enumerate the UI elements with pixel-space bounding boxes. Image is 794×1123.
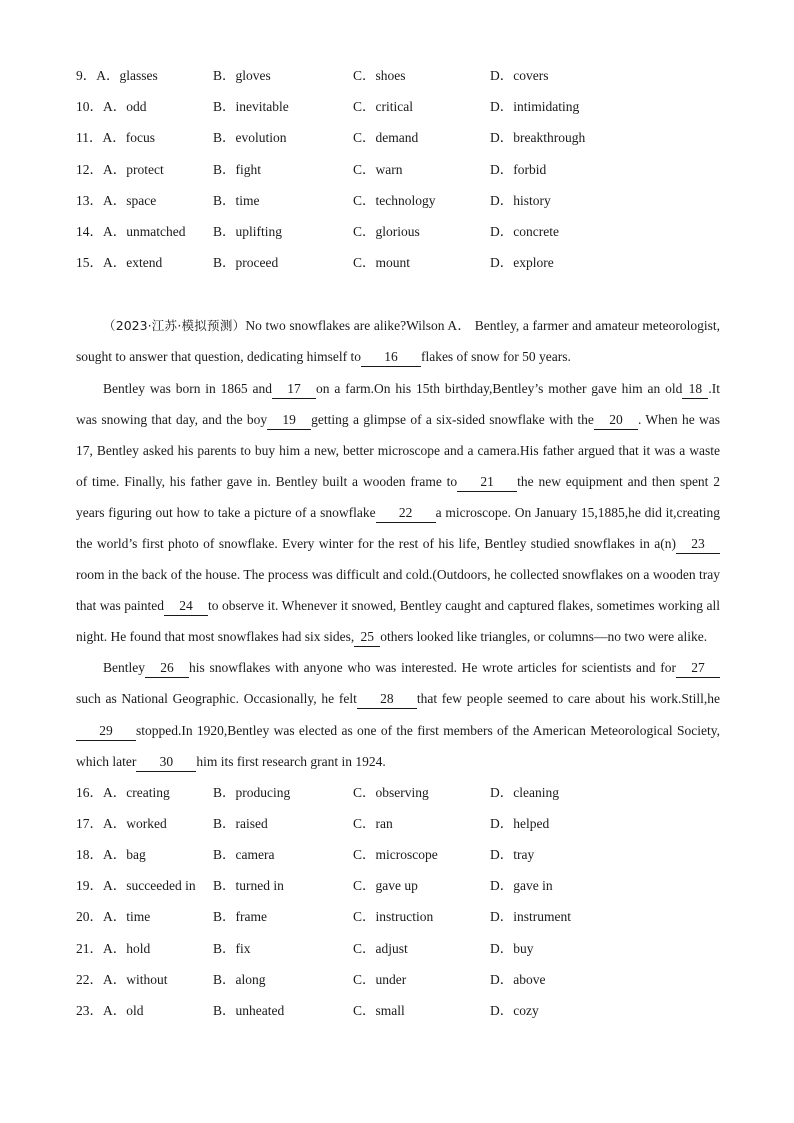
option-d: D．tray xyxy=(490,847,535,863)
option-d: D．breakthrough xyxy=(490,130,586,146)
blank-29: 29 xyxy=(76,722,136,741)
option-d: D．cozy xyxy=(490,1003,539,1019)
option-a: 10．A．odd xyxy=(76,99,147,115)
option-b: B．inevitable xyxy=(213,99,289,115)
paragraph-2: Bentley was born in 1865 and 17 on a farm.On his 15th birthday,Bentley’s mother gave him an old 18 .It was snowing that day, and the boy 19 getting a glimpse of a six-sided snowflake with the 20 . When he was 17, Bentley asked his parents to buy him a new, better microscope and a camera.His father argued that it was a waste of time. Finally, his father gave in. Bentley built a wooden frame to 21 the new equipment and then spent 2 years figuring out how to take a picture of a snowflake 22 a microscope. On January 15,1885,he did it,creating the world’s first photo of snowflake. Every winter for the rest of his life, Bentley studied snowflakes in a(n) 23room in the back of the house. The process was difficult and cold.(Outdoors, he collected snowflakes on a wooden tray that was painted 24 to observe it. Whenever it snowed, Bentley caught and captured flakes, sometimes working all night. He found that most snowflakes had six sides, 25 others looked like triangles, or columns—no two were alike. xyxy=(76,373,720,653)
option-c: C．demand xyxy=(353,130,419,146)
option-b: B．unheated xyxy=(213,1003,285,1019)
question-row-19 xyxy=(76,870,720,901)
option-d: D．cleaning xyxy=(490,784,559,800)
option-b: B．producing xyxy=(213,784,291,800)
option-d: D．intimidating xyxy=(490,99,580,115)
option-c: C．technology xyxy=(353,192,436,208)
question-row-12 xyxy=(76,154,720,185)
option-c: C．warn xyxy=(353,161,403,177)
option-a: 22．A．without xyxy=(76,971,168,987)
option-d: D．explore xyxy=(490,255,554,271)
question-row-17 xyxy=(76,808,720,839)
option-c: C．ran xyxy=(353,815,393,831)
options-list-bottom xyxy=(76,777,720,1027)
option-a: 16．A．creating xyxy=(76,784,170,800)
blank-26: 26 xyxy=(145,659,189,678)
option-d: D．forbid xyxy=(490,161,547,177)
option-a: 12．A．protect xyxy=(76,161,164,177)
blank-22: 22 xyxy=(376,504,436,523)
question-row-9 xyxy=(76,60,720,91)
question-row-11 xyxy=(76,122,720,153)
option-d: D．history xyxy=(490,192,551,208)
option-c: C．shoes xyxy=(353,68,406,83)
option-b: B．turned in xyxy=(213,878,284,894)
option-b: B．camera xyxy=(213,847,275,863)
option-a: 23．A．old xyxy=(76,1003,144,1019)
cloze-passage xyxy=(76,310,720,776)
option-c: C．observing xyxy=(353,784,429,800)
option-c: C．critical xyxy=(353,99,413,115)
option-b: B．frame xyxy=(213,909,267,925)
option-c: C．small xyxy=(353,1003,405,1019)
question-row-16 xyxy=(76,777,720,808)
blank-18: 18 xyxy=(682,380,708,399)
question-row-15 xyxy=(76,247,720,278)
options-list-top xyxy=(76,60,720,278)
option-b: B．time xyxy=(213,192,260,208)
paragraph-3: Bentley 26 his snowflakes with anyone who was interested. He wrote articles for scientists and for 27such as National Geographic. Occasionally, he felt 28 that few people seemed to care about his work.Still,he29 stopped.In 1920,Bentley was elected as one of the first members of the American Meteorological Society, which later 30 him its first research grant in 1924. xyxy=(76,652,720,776)
option-a: 14．A．unmatched xyxy=(76,223,186,239)
option-b: B．proceed xyxy=(213,255,279,271)
option-a: 13．A．space xyxy=(76,192,157,208)
question-row-13 xyxy=(76,185,720,216)
blank-17: 17 xyxy=(272,380,316,399)
option-c: C．adjust xyxy=(353,940,408,956)
option-d: D．above xyxy=(490,971,546,987)
option-a: 20．A．time xyxy=(76,909,151,925)
option-b: B．along xyxy=(213,971,266,987)
option-b: B．fight xyxy=(213,161,262,177)
option-b: B．raised xyxy=(213,815,268,831)
paragraph-1: （2023·江苏·模拟预测）No two snowflakes are alike?Wilson A． Bentley, a farmer and amateur meteorologist, sought to answer that question, dedicating himself to 16 flakes of snow for 50 years. xyxy=(76,310,720,372)
question-row-14 xyxy=(76,216,720,247)
option-c: C．gave up xyxy=(353,878,418,894)
question-row-20 xyxy=(76,901,720,932)
question-row-21 xyxy=(76,933,720,964)
blank-16: 16 xyxy=(361,348,421,367)
option-b: B．gloves xyxy=(213,68,271,83)
question-row-10 xyxy=(76,91,720,122)
option-b: B．uplifting xyxy=(213,223,283,239)
option-d: D．concrete xyxy=(490,223,559,239)
blank-24: 24 xyxy=(164,597,208,616)
question-row-18 xyxy=(76,839,720,870)
option-d: D．instrument xyxy=(490,909,571,925)
option-d: D．covers xyxy=(490,68,549,83)
option-a: 17．A．worked xyxy=(76,815,167,831)
blank-28: 28 xyxy=(357,690,417,709)
option-c: C．under xyxy=(353,971,407,987)
question-row-22 xyxy=(76,964,720,995)
blank-20: 20 xyxy=(594,411,638,430)
option-b: B．fix xyxy=(213,940,251,956)
option-c: C．instruction xyxy=(353,909,434,925)
blank-25: 25 xyxy=(354,628,380,647)
option-c: C．glorious xyxy=(353,223,420,239)
option-d: D．gave in xyxy=(490,878,553,894)
blank-27: 27 xyxy=(676,659,720,678)
option-a: 21．A．hold xyxy=(76,940,151,956)
blank-23: 23 xyxy=(676,535,720,554)
option-d: D．helped xyxy=(490,815,550,831)
option-a: 11．A．focus xyxy=(76,130,155,146)
option-a: 19．A．succeeded in xyxy=(76,878,196,894)
question-row-23 xyxy=(76,995,720,1026)
option-d: D．buy xyxy=(490,940,534,956)
blank-21: 21 xyxy=(457,473,517,492)
document-page xyxy=(76,60,720,1026)
source-label: （2023·江苏·模拟预测） xyxy=(103,318,246,334)
option-b: B．evolution xyxy=(213,130,287,146)
option-a: 15．A．extend xyxy=(76,255,163,271)
option-c: C．microscope xyxy=(353,847,438,863)
blank-30: 30 xyxy=(136,753,196,772)
option-a: 9．A．glasses xyxy=(76,68,158,83)
blank-19: 19 xyxy=(267,411,311,430)
option-c: C．mount xyxy=(353,255,411,271)
option-a: 18．A．bag xyxy=(76,847,146,863)
